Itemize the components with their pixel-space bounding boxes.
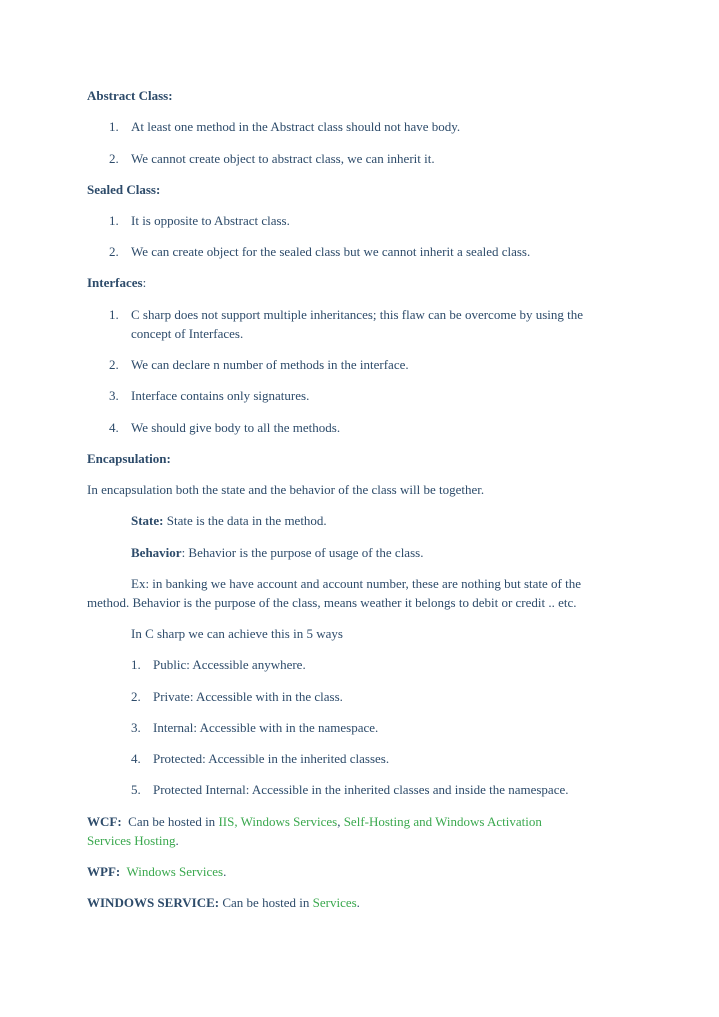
encapsulation-intro: In encapsulation both the state and the behavior of the class will be together. (87, 482, 485, 497)
list-text: It is opposite to Abstract class. (131, 213, 290, 228)
interfaces-heading (87, 275, 146, 291)
list-item (131, 657, 306, 673)
behavior-label: Behavior (131, 545, 182, 560)
list-item-continuation: concept of Interfaces. (131, 326, 244, 341)
abstract-heading: Abstract Class: (87, 88, 173, 103)
list-number: 2. (109, 244, 119, 259)
list-text: Interface contains only signatures. (131, 388, 310, 403)
list-item (131, 782, 569, 798)
list-text: Public: Accessible anywhere. (153, 657, 306, 672)
list-number: 1. (131, 657, 141, 672)
winservice-label: WINDOWS SERVICE: (87, 895, 220, 910)
wcf-link-iis[interactable]: IIS, Windows Services (218, 814, 338, 829)
list-number: 4. (109, 420, 119, 435)
wcf-link-services-hosting[interactable]: Services Hosting (87, 833, 176, 848)
wcf-link-self-hosting[interactable]: Self-Hosting and Windows Activation (343, 814, 542, 829)
wpf-paragraph (87, 864, 226, 880)
list-number: 5. (131, 782, 141, 797)
list-item (109, 388, 309, 404)
list-item (109, 213, 290, 229)
list-text: Protected: Accessible in the inherited classes. (153, 751, 390, 766)
example-line-1: Ex: in banking we have account and account number, these are nothing but state of the (131, 576, 581, 591)
state-text: State is the data in the method. (163, 513, 327, 528)
list-item (109, 119, 460, 135)
list-item (109, 420, 340, 436)
interfaces-heading-text: Interfaces (87, 275, 143, 290)
list-text: C sharp does not support multiple inheritances; this flaw can be overcome by using the (131, 307, 584, 322)
behavior-paragraph (131, 545, 423, 561)
wcf-end: . (175, 833, 179, 848)
winservice-end: . (356, 895, 360, 910)
winservice-link[interactable]: Services (312, 895, 357, 910)
wcf-label: WCF: (87, 814, 122, 829)
wcf-separator: , (337, 814, 344, 829)
winservice-text: Can be hosted in (219, 895, 313, 910)
encapsulation-heading: Encapsulation: (87, 451, 171, 466)
list-number: 1. (109, 213, 119, 228)
interfaces-colon: : (142, 275, 147, 290)
list-item (131, 689, 343, 705)
behavior-text: : Behavior is the purpose of usage of the class. (181, 545, 424, 560)
list-text: At least one method in the Abstract class should not have body. (131, 119, 461, 134)
list-text: Internal: Accessible with in the namespace. (153, 720, 379, 735)
wpf-label: WPF: (87, 864, 121, 879)
list-number: 4. (131, 751, 141, 766)
wcf-text: Can be hosted in (121, 814, 219, 829)
list-number: 2. (109, 357, 119, 372)
wpf-end: . (223, 864, 227, 879)
list-number: 3. (131, 720, 141, 735)
state-label: State: (131, 513, 164, 528)
list-text: We can declare n number of methods in the interface. (131, 357, 409, 372)
list-number: 1. (109, 307, 119, 322)
list-text: Protected Internal: Accessible in the inherited classes and inside the namespace. (153, 782, 569, 797)
list-text: We cannot create object to abstract class, we can inherit it. (131, 151, 435, 166)
list-item (109, 307, 583, 323)
example-line-2: method. Behavior is the purpose of the class, means weather it belongs to debit or credit .. etc. (87, 595, 577, 610)
wpf-link[interactable]: Windows Services (126, 864, 224, 879)
list-number: 2. (109, 151, 119, 166)
list-item (109, 151, 435, 167)
wcf-continuation (87, 833, 179, 849)
ways-intro: In C sharp we can achieve this in 5 ways (131, 626, 343, 641)
state-paragraph (131, 513, 327, 529)
list-number: 3. (109, 388, 119, 403)
list-number: 1. (109, 119, 119, 134)
list-number: 2. (131, 689, 141, 704)
list-item (109, 244, 530, 260)
wcf-paragraph (87, 814, 542, 830)
list-text: We should give body to all the methods. (131, 420, 341, 435)
list-text: Private: Accessible with in the class. (153, 689, 343, 704)
list-item (131, 751, 389, 767)
list-item (109, 357, 409, 373)
winservice-paragraph (87, 895, 360, 911)
list-text: We can create object for the sealed class but we cannot inherit a sealed class. (131, 244, 531, 259)
sealed-heading: Sealed Class: (87, 182, 161, 197)
list-item (131, 720, 378, 736)
